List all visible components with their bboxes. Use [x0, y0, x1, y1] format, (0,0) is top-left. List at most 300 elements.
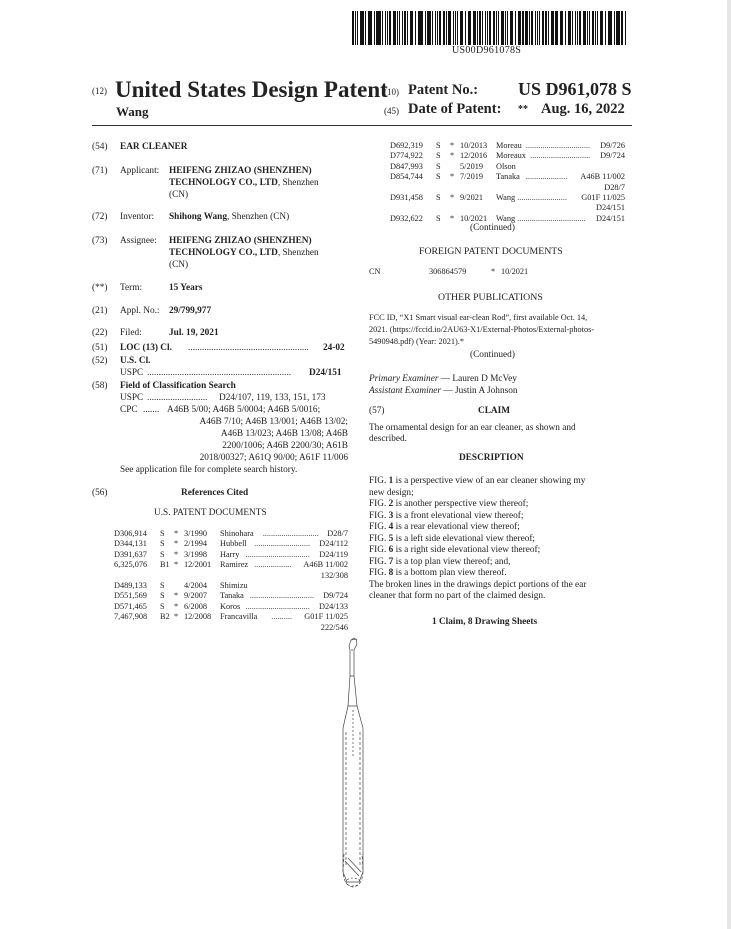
description-text: is a top plan view thereof; and,	[393, 556, 511, 567]
barcode-bar	[569, 11, 571, 45]
reference-class: D24/151	[595, 213, 625, 223]
reference-class-secondary: 132/308	[320, 570, 348, 580]
barcode-bar	[525, 11, 528, 45]
barcode-bar	[621, 11, 623, 45]
reference-name: Hubbell	[220, 539, 247, 549]
description-text: cleaner that form no part of the claimed design.	[369, 591, 546, 601]
description-line	[369, 557, 586, 569]
reference-number: D931,458	[390, 192, 423, 202]
figure-number: 5	[388, 533, 394, 544]
barcode	[352, 11, 627, 45]
barcode-bar	[455, 11, 456, 45]
barcode-bar	[545, 11, 547, 45]
barcode-bar	[496, 11, 497, 45]
description-text: is a bottom plan view thereof.	[393, 568, 507, 578]
us-docs-table-continued	[390, 141, 625, 224]
reference-class: D24/112	[319, 539, 348, 549]
reference-row	[114, 581, 348, 591]
description-text: FIG.	[369, 522, 389, 532]
reference-row	[114, 612, 348, 622]
barcode-bar	[487, 11, 488, 45]
other-pub-line2: 2021. (https://fccid.io/2AU63-X1/External-Photos/External-photos-	[369, 325, 595, 334]
barcode-bar	[505, 11, 506, 45]
applicant-line3: (CN)	[169, 190, 189, 200]
reference-name: Harry	[220, 549, 240, 559]
reference-kind: B1	[160, 560, 170, 570]
term-label: Term:	[120, 283, 143, 293]
barcode-bar	[473, 11, 476, 45]
barcode-bar	[498, 11, 499, 45]
assignee-label: Assignee:	[120, 236, 157, 246]
foreign-star: *	[491, 267, 496, 276]
leader-dots: ........................	[517, 192, 567, 202]
barcode-bar	[605, 11, 606, 45]
barcode-bar	[479, 11, 481, 45]
us-docs-table	[114, 529, 348, 633]
foreign-number: 306864579	[429, 267, 467, 276]
assignee-line3: (CN)	[169, 260, 189, 270]
reference-number: D571,465	[114, 601, 147, 611]
reference-row	[390, 151, 625, 161]
reference-star: *	[174, 612, 179, 622]
reference-star: *	[174, 560, 179, 570]
leader-dots: ...........................	[262, 529, 319, 538]
field-search-label: Field of Classification Search	[120, 381, 236, 391]
leader-dots: ..........	[271, 612, 293, 622]
description-line	[369, 488, 586, 500]
barcode-bar	[597, 11, 598, 45]
leader-dots: ...............................	[525, 141, 591, 150]
reference-class: D9/724	[323, 591, 348, 601]
reference-class-secondary: D24/151	[595, 203, 625, 213]
fs-uspc: D24/107, 119, 133, 151, 173	[219, 393, 326, 403]
other-pub-line3: 5490948.pdf) (Year: 2021).*	[369, 337, 465, 346]
description-text: FIG.	[369, 556, 389, 567]
description-text: FIG.	[369, 499, 389, 509]
reference-date: 12/2016	[460, 151, 488, 161]
uspc-label: USPC	[120, 368, 144, 378]
fs-uspc-leader: ..........................	[147, 393, 208, 403]
fs-cpc-line1: A46B 5/00; A46B 5/0004; A46B 5/0016;	[167, 405, 321, 415]
patent-number: US D961,078 S	[518, 79, 632, 99]
fs-cpc-label: CPC	[120, 405, 138, 415]
other-publications-label: OTHER PUBLICATIONS	[438, 292, 543, 303]
barcode-bar	[489, 11, 491, 45]
patent-date: Aug. 16, 2022	[541, 101, 625, 117]
reference-class-secondary: D28/7	[604, 182, 625, 192]
reference-name: Wang	[496, 213, 516, 223]
description-text: is a rear elevational view thereof;	[393, 522, 520, 532]
references-cited-label: References Cited	[181, 488, 249, 498]
figure-number: 1	[388, 476, 394, 486]
reference-kind: S	[160, 539, 165, 549]
reference-row-continued	[390, 203, 625, 213]
reference-date: 5/2019	[460, 161, 484, 171]
appl-no-label: Appl. No.:	[120, 306, 160, 316]
barcode-bar	[404, 11, 406, 45]
reference-number: D932,622	[390, 213, 423, 223]
figure-number: 2	[388, 499, 394, 509]
reference-star: *	[174, 539, 179, 549]
barcode-bar	[548, 11, 549, 45]
leader-dots: ...............................	[245, 601, 310, 611]
reference-date: 3/1990	[184, 529, 208, 538]
fs-cpc-line2: A46B 7/10; A46B 13/001; A46B 13/02;	[199, 417, 348, 427]
barcode-bar	[418, 11, 421, 45]
reference-row	[114, 560, 348, 570]
barcode-bar	[415, 11, 416, 45]
uspc-value: D24/151	[309, 368, 342, 378]
description-line	[369, 511, 586, 523]
reference-star: *	[174, 529, 179, 538]
reference-date: 9/2007	[184, 591, 208, 601]
reference-date: 12/2001	[184, 560, 212, 570]
barcode-bar	[462, 11, 463, 45]
barcode-bar	[371, 11, 372, 45]
description-text: FIG.	[369, 533, 389, 544]
barcode-bar	[355, 11, 356, 45]
barcode-bar	[537, 11, 538, 45]
right-edge-scrollbar[interactable]	[727, 0, 731, 929]
reference-date: 12/2008	[184, 612, 212, 622]
barcode-bar	[457, 11, 458, 45]
barcode-bar	[470, 11, 471, 45]
figure-number: 4	[388, 522, 394, 532]
us-patent-docs-label: U.S. PATENT DOCUMENTS	[154, 508, 267, 518]
barcode-bar	[614, 11, 615, 45]
barcode-bar	[429, 11, 431, 45]
reference-class: A46B 11/002	[303, 560, 348, 570]
description-line	[369, 476, 586, 488]
barcode-bar	[565, 11, 566, 45]
code-57: (57)	[369, 406, 385, 416]
description-text: is a left side elevational view thereof;	[393, 533, 536, 544]
reference-name: Moreaux	[496, 151, 526, 161]
figure-number: 7	[388, 556, 394, 567]
reference-row	[390, 141, 625, 151]
figure-number: 8	[388, 568, 394, 578]
reference-name: Moreau	[496, 141, 522, 150]
barcode-bar	[399, 11, 400, 45]
reference-kind: S	[436, 213, 441, 223]
barcode-number: US00D961078S	[452, 45, 522, 56]
inventor: Shihong Wang, Shenzhen (CN)	[169, 212, 290, 222]
reference-star: *	[450, 151, 455, 161]
description-label: DESCRIPTION	[459, 453, 524, 463]
reference-date: 10/2013	[460, 141, 488, 150]
reference-kind: S	[436, 172, 441, 182]
reference-class: G01F 11/025	[304, 612, 348, 622]
reference-name: Wang	[496, 192, 516, 202]
figure-number: 6	[388, 545, 394, 555]
leader-dots: ...............................	[245, 549, 310, 559]
reference-number: D306,914	[114, 529, 147, 538]
reference-kind: S	[436, 141, 441, 150]
barcode-bar	[611, 11, 612, 45]
code-22: (22)	[92, 328, 108, 338]
reference-kind: S	[436, 192, 441, 202]
document-title: United States Design Patent	[115, 77, 388, 102]
reference-date: 9/2021	[460, 192, 484, 202]
reference-kind: S	[160, 591, 165, 601]
barcode-bar	[625, 11, 626, 45]
reference-kind: S	[436, 151, 441, 161]
reference-kind: B2	[160, 612, 170, 622]
reference-name: Shinohara	[220, 529, 254, 538]
fs-cpc-line5: 2018/00327; A61Q 90/00; A61F 11/006	[199, 453, 348, 463]
description-text: FIG.	[369, 510, 389, 521]
reference-name: Francavilla	[220, 612, 258, 622]
barcode-bar	[507, 11, 508, 45]
reference-row	[114, 602, 348, 612]
code-45: (45)	[384, 106, 399, 116]
filed-date: Jul. 19, 2021	[169, 328, 219, 338]
reference-number: D847,993	[390, 161, 423, 171]
barcode-bar	[393, 11, 396, 45]
claims-summary: 1 Claim, 8 Drawing Sheets	[432, 617, 538, 627]
reference-star: *	[450, 192, 455, 202]
reference-row	[114, 529, 348, 539]
claim-line1: The ornamental design for an ear cleaner, as shown and	[369, 423, 576, 433]
reference-class: G01F 11/025	[581, 192, 625, 202]
leader-dots: ..................	[254, 560, 292, 570]
description-line	[369, 522, 586, 534]
description-text: FIG.	[369, 545, 389, 555]
reference-row	[390, 193, 625, 203]
description-line	[369, 499, 586, 511]
reference-number: 6,325,076	[114, 560, 148, 570]
barcode-bar	[397, 11, 398, 45]
filed-label: Filed:	[120, 328, 142, 338]
reference-row	[114, 539, 348, 549]
code-56: (56)	[92, 488, 108, 498]
reference-number: D344,131	[114, 539, 147, 549]
reference-row	[114, 591, 348, 601]
reference-number: 7,467,908	[114, 612, 148, 622]
foreign-country: CN	[369, 267, 381, 276]
fs-cpc-line3: A46B 13/023; A46B 13/08; A46B	[220, 429, 348, 439]
code-21: (21)	[92, 306, 108, 316]
barcode-bar	[387, 11, 388, 45]
applicant-line2: TECHNOLOGY CO., LTD, Shenzhen	[169, 178, 319, 188]
reference-star: *	[450, 172, 455, 182]
barcode-bar	[465, 11, 466, 45]
claim-line2: described.	[369, 434, 407, 444]
barcode-bar	[515, 11, 516, 45]
leader-dots: ...........................	[254, 539, 311, 549]
assignee-line2: TECHNOLOGY CO., LTD, Shenzhen	[169, 248, 319, 258]
reference-row	[390, 162, 625, 172]
reference-name: Tanaka	[220, 591, 244, 601]
uspc-leader: ..............................................................	[147, 368, 292, 378]
barcode-bar	[421, 11, 423, 45]
description-line	[369, 580, 586, 592]
barcode-bar	[539, 11, 540, 45]
reference-date: 2/1994	[184, 539, 208, 549]
barcode-bar	[587, 11, 588, 45]
reference-kind: S	[160, 529, 165, 538]
barcode-bar	[379, 11, 381, 45]
description-text: new design;	[369, 487, 414, 498]
barcode-bar	[446, 11, 447, 45]
loc-value: 24-02	[323, 343, 345, 353]
barcode-bar	[595, 11, 596, 45]
barcode-bar	[407, 11, 408, 45]
other-pub-line1: FCC ID, “X1 Smart visual ear-clean Rod”, first available Oct. 14,	[369, 313, 588, 322]
barcode-bar	[432, 11, 433, 45]
barcode-bar	[608, 11, 611, 45]
barcode-bar	[374, 11, 375, 45]
description-text: is another perspective view thereof;	[393, 499, 529, 509]
code-10: (10)	[384, 87, 399, 97]
barcode-bar	[583, 11, 586, 45]
barcode-bar	[531, 11, 533, 45]
inventor-short: Wang	[116, 104, 149, 119]
barcode-bar	[561, 11, 563, 45]
reference-class: D9/724	[600, 151, 625, 161]
description-text: is a front elevational view thereof;	[393, 510, 524, 521]
loc-leader: ....................................................	[188, 343, 309, 353]
reference-number: D551,569	[114, 591, 147, 601]
code-58: (58)	[92, 381, 108, 391]
reference-star: *	[174, 601, 179, 611]
reference-star: *	[174, 549, 179, 559]
barcode-bar	[368, 11, 371, 45]
barcode-bar	[529, 11, 530, 45]
reference-date: 6/2008	[184, 601, 208, 611]
reference-name: Ramirez	[220, 560, 249, 570]
reference-number: D391,637	[114, 549, 147, 559]
primary-examiner: Primary Examiner — Lauren D McVey	[369, 374, 517, 384]
foreign-date: 10/2021	[501, 267, 529, 276]
reference-number: D692,319	[390, 141, 423, 150]
reference-number: D854,744	[390, 172, 423, 182]
reference-name: Koros	[220, 601, 241, 611]
reference-number: D774,922	[390, 151, 423, 161]
reference-date: 10/2021	[460, 213, 488, 223]
barcode-bar	[555, 11, 558, 45]
reference-star: *	[450, 141, 455, 150]
barcode-bar	[589, 11, 590, 45]
barcode-bar	[439, 11, 441, 45]
reference-kind: S	[160, 601, 165, 611]
barcode-bar	[437, 11, 438, 45]
patent-no-label: Patent No.:	[408, 82, 479, 98]
barcode-bar	[522, 11, 523, 45]
reference-class-secondary: 222/546	[320, 622, 348, 632]
reference-kind: S	[436, 161, 441, 171]
description-text: The broken lines in the drawings depict portions of the ear	[369, 579, 587, 590]
code-73: (73)	[92, 236, 108, 246]
continued-2: (Continued)	[470, 350, 515, 360]
figure-number: 3	[388, 510, 394, 521]
reference-row-continued	[390, 183, 625, 193]
leader-dots: ....................	[525, 172, 568, 182]
description-line	[369, 545, 586, 557]
applicant-line1: HEIFENG ZHIZAO (SHENZHEN)	[169, 166, 312, 176]
barcode-bar	[425, 11, 426, 45]
fs-cpc-leader: .......	[143, 405, 160, 415]
barcode-bar	[412, 11, 413, 45]
description-text: is a perspective view of an ear cleaner showing my	[393, 476, 586, 486]
ear-cleaner-drawing	[330, 636, 374, 892]
barcode-bar	[579, 11, 581, 45]
reference-number: D489,133	[114, 580, 147, 590]
date-marker: **	[518, 104, 528, 115]
barcode-bar	[365, 11, 366, 45]
reference-class: A46B 11/002	[580, 172, 625, 182]
reference-date: 4/2004	[184, 580, 208, 590]
code-54: (54)	[92, 142, 108, 152]
description-text: FIG.	[369, 568, 389, 578]
appl-no: 29/799,977	[169, 306, 212, 316]
barcode-bar	[577, 11, 578, 45]
reference-class: D24/133	[318, 601, 348, 611]
reference-star: *	[450, 213, 455, 223]
leader-dots: .................................	[517, 213, 586, 223]
fs-uspc-label: USPC	[120, 393, 144, 403]
reference-row-continued	[114, 571, 348, 581]
reference-date: 7/2019	[460, 172, 484, 182]
reference-kind: S	[160, 549, 165, 559]
code-12: (12)	[92, 86, 107, 96]
barcode-bar	[501, 11, 504, 45]
leader-dots: ...............................	[249, 591, 315, 601]
barcode-bar	[520, 11, 521, 45]
reference-name: Shimizu	[220, 580, 248, 590]
reference-star: *	[174, 591, 179, 601]
date-label: Date of Patent:	[408, 101, 502, 117]
description-line	[369, 568, 586, 580]
reference-class: D24/119	[319, 549, 348, 559]
description-list	[369, 476, 586, 603]
reference-date: 3/1998	[184, 549, 208, 559]
reference-name: Tanaka	[496, 172, 520, 182]
barcode-bar	[619, 11, 620, 45]
barcode-bar	[572, 11, 573, 45]
barcode-bar	[362, 11, 363, 45]
assignee-line1: HEIFENG ZHIZAO (SHENZHEN)	[169, 236, 312, 246]
code-term: (**)	[92, 283, 108, 293]
term-value: 15 Years	[169, 283, 203, 293]
reference-class: D9/726	[600, 141, 625, 150]
fs-note: See application file for complete search history.	[120, 465, 298, 475]
reference-name: Olson	[496, 161, 516, 171]
description-line	[369, 591, 586, 603]
barcode-bar	[382, 11, 383, 45]
applicant-label: Applicant:	[120, 166, 160, 176]
reference-row-continued	[114, 623, 348, 633]
reference-class: D28/7	[327, 529, 348, 538]
code-72: (72)	[92, 212, 108, 222]
barcode-bar	[482, 11, 483, 45]
reference-kind: S	[160, 580, 165, 590]
us-cl-label: U.S. Cl.	[120, 356, 151, 366]
foreign-docs-label: FOREIGN PATENT DOCUMENTS	[419, 246, 563, 257]
code-51: (51)	[92, 343, 108, 353]
barcode-bar	[357, 11, 358, 45]
reference-row	[390, 172, 625, 182]
code-52: (52)	[92, 356, 108, 366]
patent-title: EAR CLEANER	[120, 142, 188, 152]
loc-label: LOC (13) Cl.	[120, 343, 172, 353]
header-divider	[92, 125, 632, 126]
description-text: FIG.	[369, 476, 389, 486]
barcode-bar	[552, 11, 553, 45]
barcode-bar	[512, 11, 513, 45]
inventor-label: Inventor:	[120, 212, 155, 222]
description-line	[369, 534, 586, 546]
